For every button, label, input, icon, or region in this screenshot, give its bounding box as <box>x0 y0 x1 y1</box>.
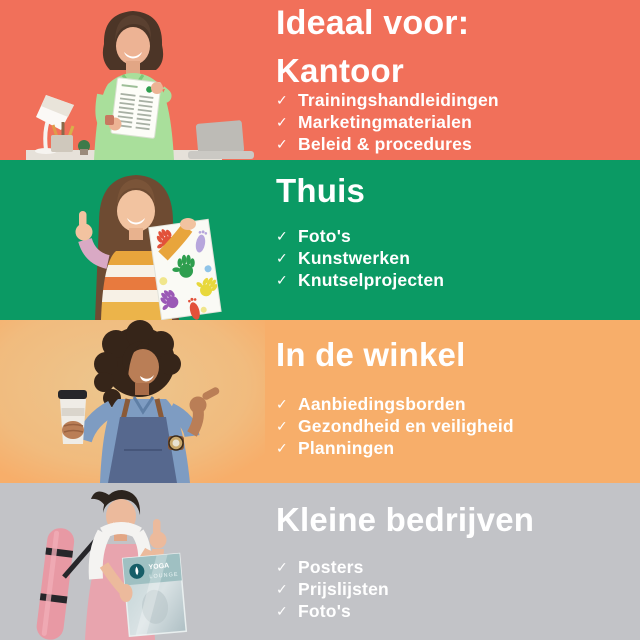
checklist-item: ✓ Beleid & procedures <box>276 134 472 154</box>
checklist-item: ✓ Aanbiedingsborden <box>276 394 466 414</box>
photo-office-woman <box>0 0 260 160</box>
checklist-item: ✓ Knutselprojecten <box>276 270 445 290</box>
checklist-item: ✓ Posters <box>276 557 364 577</box>
office-woman <box>94 11 174 160</box>
photo-yoga-woman <box>0 483 260 640</box>
check-icon: ✓ <box>276 440 288 456</box>
check-icon: ✓ <box>276 250 288 266</box>
checklist-thuis <box>276 226 444 292</box>
check-icon: ✓ <box>276 92 288 108</box>
photo-barista <box>0 320 265 483</box>
heading-bedrijven: Kleine bedrijven <box>276 501 535 538</box>
checklist-item: ✓ Gezondheid en veiligheid <box>276 416 514 436</box>
check-icon: ✓ <box>276 559 288 575</box>
section-kantoor <box>0 0 640 160</box>
heading-kantoor: Kantoor <box>276 52 404 89</box>
poster-subtitle: LOUNGE <box>149 571 179 581</box>
checklist-bedrijven <box>276 557 389 623</box>
checklist-item: ✓ Foto's <box>276 601 351 621</box>
pencil-cup <box>51 122 73 152</box>
check-icon: ✓ <box>276 603 288 619</box>
check-icon: ✓ <box>276 396 288 412</box>
check-icon: ✓ <box>276 272 288 288</box>
poster-title: YOGA <box>148 562 170 572</box>
section-winkel <box>0 320 640 483</box>
check-icon: ✓ <box>276 114 288 130</box>
checklist-item: ✓ Prijslijsten <box>276 579 389 599</box>
checklist-item: ✓ Planningen <box>276 438 395 458</box>
check-icon: ✓ <box>276 418 288 434</box>
yoga-mat <box>35 527 75 640</box>
section-bedrijven <box>0 483 640 640</box>
laptop <box>188 120 254 159</box>
checklist-item: ✓ Marketingmaterialen <box>276 112 472 132</box>
checklist-item: ✓ Trainingshandleidingen <box>276 90 499 110</box>
wrist-watch <box>168 436 184 450</box>
heading-thuis: Thuis <box>276 172 365 209</box>
heading-winkel: In de winkel <box>276 336 466 373</box>
section-thuis <box>0 160 640 320</box>
checklist-item: ✓ Kunstwerken <box>276 248 411 268</box>
checklist-kantoor <box>276 90 499 156</box>
photo-girl-artwork <box>0 160 260 320</box>
check-icon: ✓ <box>276 228 288 244</box>
check-icon: ✓ <box>276 581 288 597</box>
check-icon: ✓ <box>276 136 288 152</box>
page-title: Ideaal voor: <box>276 4 470 42</box>
checklist-winkel <box>276 394 514 460</box>
checklist-item: ✓ Foto's <box>276 226 351 246</box>
